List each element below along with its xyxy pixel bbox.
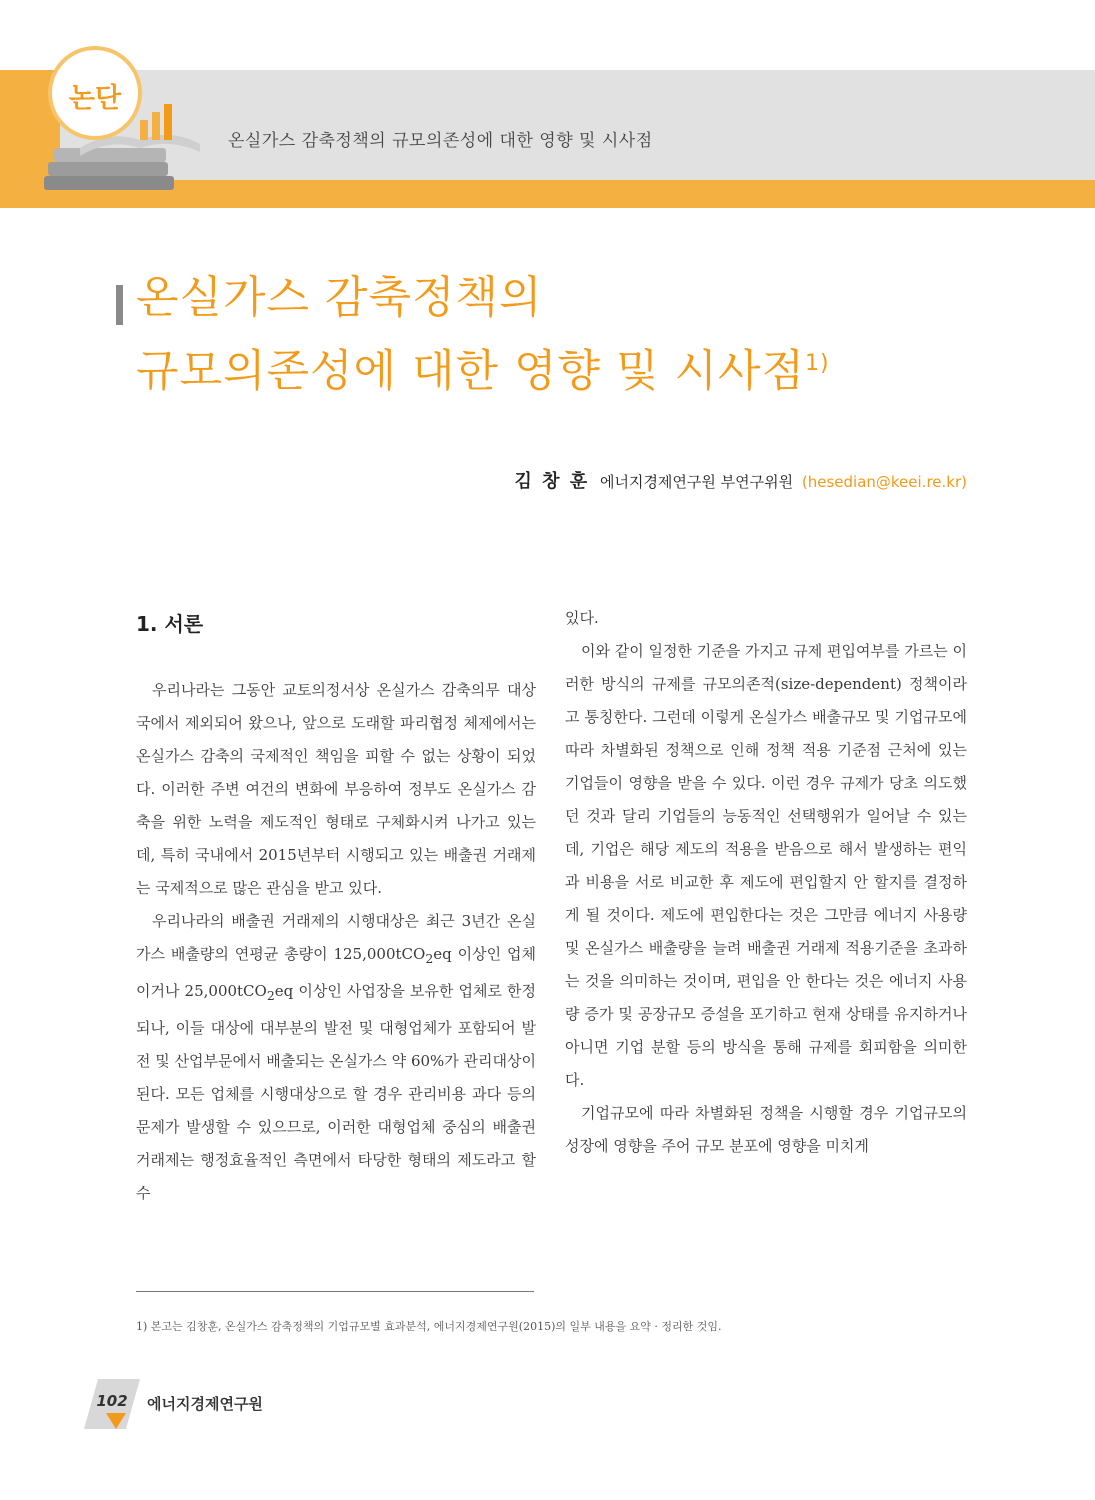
right-paragraph-0: 있다. <box>565 609 599 627</box>
footnote-divider <box>136 1291 534 1292</box>
right-column <box>565 602 967 1163</box>
footer-organization: 에너지경제연구원 <box>147 1395 263 1413</box>
page-number: 102 <box>96 1392 128 1410</box>
section-badge-label: 논단 <box>68 83 122 114</box>
title-marker-bar <box>116 285 123 325</box>
article-title-line1: 온실가스 감축정책의 <box>136 272 543 323</box>
left-paragraph-1: 우리나라는 그동안 교토의정서상 온실가스 감축의무 대상국에서 제외되어 왔으나, 앞으로 도래할 파리협정 체제에서는 온실가스 감축의 국제적인 책임을 피할 수 없는 상황이 되었다. 이러한 주변 여건의 변화에 부응하여 정부도 온실가스 감축을 위한 노력을 제도적인 형태로 구체화시켜 나가고 있는데, 특히 국내에서 2015년부터 시행되고 있는 배출권 거래제는 국제적으로 많은 관심을 받고 있다. <box>136 681 536 897</box>
left-paragraph-2 <box>136 905 536 1210</box>
right-paragraph-2: 기업규모에 따라 차별화된 정책을 시행할 경우 기업규모의 성장에 영향을 주어 규모 분포에 영향을 미치게 <box>565 1104 967 1155</box>
author-email: (hesedian@keei.re.kr) <box>801 473 967 491</box>
right-paragraph-1: 이와 같이 일정한 기준을 가지고 규제 편입여부를 가르는 이러한 방식의 규제를 규모의존적(size-dependent) 정책이라고 통칭한다. 그런데 이렇게 온실가스 배출규모 및 기업규모에 따라 차별화된 정책으로 인해 정책 적용 기준점 근처에 있는 기업들이 영향을 받을 수 있다. 이런 경우 규제가 당초 의도했던 것과 달리 기업들의 능동적인 선택행위가 일어날 수 있는데, 기업은 해당 제도의 적용을 받음으로 해서 발생하는 편익과 비용을 서로 비교한 후 제도에 편입할지 안 할지를 결정하게 될 것이다. 제도에 편입한다는 것은 그만큼 에너지 사용량 및 온실가스 배출량을 늘려 배출권 거래제 적용기준을 초과하는 것을 의미하는 것이며, 편입을 안 한다는 것은 에너지 사용량 증가 및 공장규모 증설을 포기하고 현재 상태를 유지하거나 아니면 기업 분할 등의 방식을 통해 규제를 회피함을 의미한다. <box>565 642 967 1089</box>
article-title <box>136 265 830 405</box>
section-heading: 1. 서론 <box>136 612 204 636</box>
author-name: 김 창 훈 <box>514 471 590 492</box>
author-line <box>514 467 967 493</box>
co2-subscript: 2 <box>425 951 434 966</box>
title-footnote-mark: 1) <box>805 351 830 376</box>
left-paragraph-2-part-b: eq 이상인 업체이거나 25,000tCO <box>136 945 536 1000</box>
co2-subscript: 2 <box>266 988 275 1003</box>
author-affiliation: 에너지경제연구원 부연구위원 <box>599 473 794 491</box>
running-header-title: 온실가스 감축정책의 규모의존성에 대한 영향 및 시사점 <box>228 131 653 151</box>
left-column <box>136 674 536 1210</box>
left-paragraph-2-part-a: 우리나라의 배출권 거래제의 시행대상은 최근 3년간 온실가스 배출량의 연평균 총량이 125,000tCO <box>136 912 536 963</box>
footnote: 1) 본고는 김창훈, 온실가스 감축정책의 기업규모별 효과분석, 에너지경제연구원(2015)의 일부 내용을 요약 · 정리한 것임. <box>136 1320 722 1333</box>
left-paragraph-2-part-c: eq 이상인 사업장을 보유한 업체로 한정되나, 이들 대상에 대부분의 발전 및 대형업체가 포함되어 발전 및 산업부문에서 배출되는 온실가스 약 60%가 관리대상이 된다. 모든 업체를 시행대상으로 할 경우 관리비용 과다 등의 문제가 발생할 수 있으므로, 이러한 대형업체 중심의 배출권 거래제는 행정효율적인 측면에서 타당한 형태의 제도라고 할 수 <box>136 982 537 1202</box>
article-title-line2: 규모의존성에 대한 영향 및 시사점 <box>136 345 805 397</box>
